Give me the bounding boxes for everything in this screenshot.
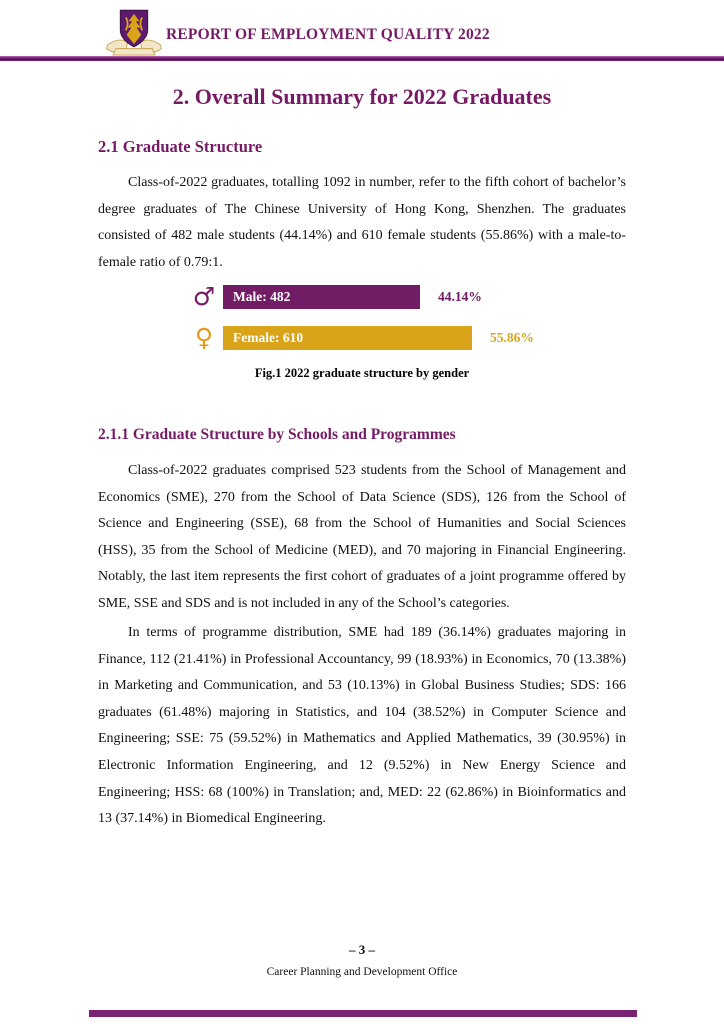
section-heading-2-1: 2.1 Graduate Structure bbox=[98, 137, 263, 156]
male-symbol-icon: ♂ bbox=[192, 282, 216, 311]
header-divider-rule bbox=[0, 56, 724, 61]
gender-structure-figure bbox=[98, 284, 626, 381]
male-row bbox=[98, 284, 626, 310]
paragraph-graduate-structure: Class-of-2022 graduates, totalling 1092 in number, refer to the fifth cohort of bachelor’s degree graduates of The Chinese University of Hong Kong, Shenzhen. The graduates consisted of 482 male students (44.14%) and 610 female students (55.86%) with a male-to-female ratio of 0.79:1. bbox=[98, 175, 626, 270]
paragraph-programme-distribution: In terms of programme distribution, SME had 189 (36.14%) graduates majoring in Finance, 112 (21.41%) in Professional Accountancy, 99 (18.93%) in Economics, 70 (13.38%) in Marketing and Communication, and 53 (10.13%) in Global Business Studies; SDS: 166 graduates (61.48%) majoring in Statistics, and 104 (38.52%) in Computer Science and Engineering; SSE: 75 (59.52%) in Mathematics and Applied Mathematics, 39 (30.95%) in Electronic Information Engineering, and 12 (9.52%) in New Energy Science and Engineering; HSS: 68 (100%) in Translation; and, MED: 22 (62.86%) in Bioinformatics and 13 (37.14%) in Biomedical Engineering. bbox=[98, 625, 626, 827]
figure-caption: Fig.1 2022 graduate structure by gender bbox=[254, 366, 470, 380]
page-number: – 3 – bbox=[349, 942, 375, 957]
female-row bbox=[98, 325, 626, 351]
footer-office-label: Career Planning and Development Office bbox=[266, 966, 458, 978]
male-bar-label: Male: 482 bbox=[233, 289, 291, 304]
male-percentage-label: 44.14% bbox=[438, 289, 482, 304]
female-symbol-icon: ♀ bbox=[194, 323, 214, 352]
page-title: 2. Overall Summary for 2022 Graduates bbox=[172, 84, 552, 109]
cuhk-crest-logo bbox=[102, 8, 166, 60]
male-bar bbox=[223, 285, 420, 309]
footer-divider-bar bbox=[89, 1010, 637, 1017]
female-bar bbox=[223, 326, 472, 350]
paragraph-schools-breakdown: Class-of-2022 graduates comprised 523 students from the School of Management and Economics (SME), 270 from the School of Data Science (SDS), 126 from the School of Science and Engineering (SSE), 68 from the School of Humanities and Social Sciences (HSS), 35 from the School of Medicine (MED), and 70 majoring in Financial Engineering. Notably, the last item represents the first cohort of graduates of a joint programme offered by SME, SSE and SDS and is not included in any of the School’s categories. bbox=[98, 463, 626, 611]
section-heading-2-1-1: 2.1.1 Graduate Structure by Schools and Programmes bbox=[98, 426, 456, 443]
female-bar-label: Female: 610 bbox=[233, 330, 304, 345]
report-header-title: REPORT OF EMPLOYMENT QUALITY 2022 bbox=[166, 26, 490, 43]
female-percentage-label: 55.86% bbox=[490, 330, 534, 345]
